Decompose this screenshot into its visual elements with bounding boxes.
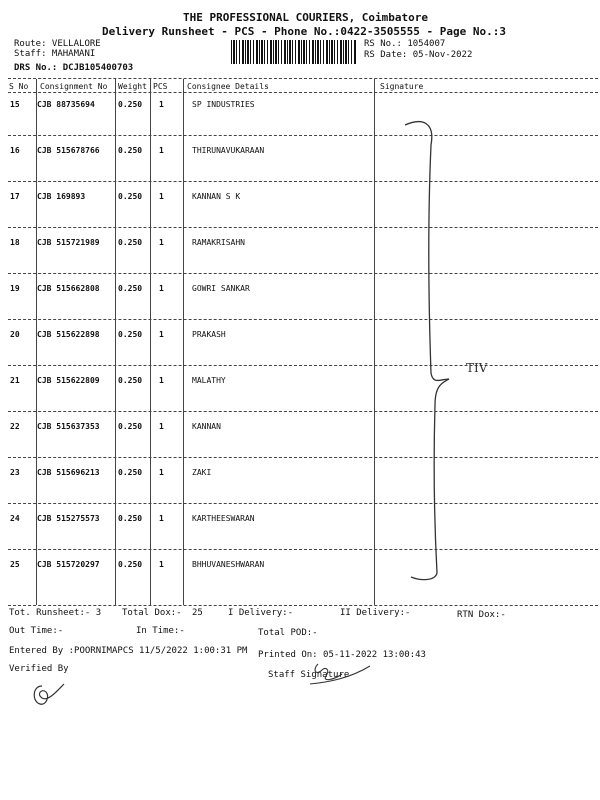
row-sno: 21 xyxy=(10,376,20,385)
row-consignment-no: CJB 88735694 xyxy=(37,100,95,109)
row-weight: 0.250 xyxy=(118,284,143,293)
row-sno: 24 xyxy=(10,514,20,523)
signature-mark: TIV xyxy=(466,361,488,375)
rs-date: RS Date: 05-Nov-2022 xyxy=(364,50,473,60)
table-top-rule xyxy=(8,78,598,79)
i-delivery: I Delivery:- xyxy=(228,608,294,618)
total-dox-value: 25 xyxy=(192,608,203,618)
row-pcs: 1 xyxy=(159,468,164,477)
col-divider xyxy=(374,79,375,605)
col-divider xyxy=(36,79,37,605)
row-weight: 0.250 xyxy=(118,376,143,385)
row-consignee: SP INDUSTRIES xyxy=(192,100,255,109)
row-consignee: KANNAN xyxy=(192,422,221,431)
row-consignment-no: CJB 169893 xyxy=(37,192,86,201)
tot-runsheet: Tot. Runsheet:- 3 xyxy=(9,608,102,618)
row-consignee: MALATHY xyxy=(192,376,226,385)
staff-signature-scribble-icon xyxy=(300,660,390,690)
row-weight: 0.250 xyxy=(118,468,143,477)
row-pcs: 1 xyxy=(159,376,164,385)
row-pcs: 1 xyxy=(159,514,164,523)
row-consignment-no: CJB 515720297 xyxy=(37,560,100,569)
verified-by: Verified By xyxy=(9,664,69,674)
col-pcs: PCS xyxy=(153,82,168,91)
row-pcs: 1 xyxy=(159,192,164,201)
row-pcs: 1 xyxy=(159,146,164,155)
row-sno: 20 xyxy=(10,330,20,339)
row-sno: 18 xyxy=(10,238,20,247)
col-weight: Weight xyxy=(118,82,147,91)
row-consignee: PRAKASH xyxy=(192,330,226,339)
total-dox-label: Total Dox:- xyxy=(122,608,182,618)
row-sno: 19 xyxy=(10,284,20,293)
entered-by: Entered By :POORNIMAPCS 11/5/2022 1:00:31 PM xyxy=(9,646,248,656)
row-sno: 16 xyxy=(10,146,20,155)
row-consignee: RAMAKRISAHN xyxy=(192,238,245,247)
col-divider xyxy=(183,79,184,605)
row-weight: 0.250 xyxy=(118,422,143,431)
rs-number: RS No.: 1054007 xyxy=(364,39,446,49)
runsheet-subtitle: Delivery Runsheet - PCS - Phone No.:0422-3505555 - Page No.:3 xyxy=(102,25,506,38)
table-header-rule xyxy=(8,92,598,93)
row-sno: 17 xyxy=(10,192,20,201)
row-pcs: 1 xyxy=(159,100,164,109)
row-consignee: KARTHEESWARAN xyxy=(192,514,255,523)
barcode xyxy=(231,40,357,64)
row-weight: 0.250 xyxy=(118,330,143,339)
row-weight: 0.250 xyxy=(118,560,143,569)
col-divider xyxy=(115,79,116,605)
row-weight: 0.250 xyxy=(118,192,143,201)
col-divider xyxy=(150,79,151,605)
row-sno: 25 xyxy=(10,560,20,569)
row-pcs: 1 xyxy=(159,284,164,293)
total-pod: Total POD:- xyxy=(258,628,318,638)
signature-bracket-icon xyxy=(395,115,525,590)
printed-on: Printed On: 05-11-2022 13:00:43 xyxy=(258,650,426,660)
row-weight: 0.250 xyxy=(118,100,143,109)
staff-signature: Staff Signature xyxy=(268,670,350,680)
row-sno: 15 xyxy=(10,100,20,109)
row-consignee: THIRUNAVUKARAAN xyxy=(192,146,265,155)
row-pcs: 1 xyxy=(159,330,164,339)
rtn-dox: RTN Dox:- xyxy=(457,610,506,620)
ii-delivery: II Delivery:- xyxy=(340,608,411,618)
row-weight: 0.250 xyxy=(118,514,143,523)
col-consignment: Consignment No xyxy=(40,82,108,91)
row-consignee: GOWRI SANKAR xyxy=(192,284,250,293)
col-consignee: Consignee Details xyxy=(187,82,269,91)
row-consignee: BHHUVANESHWARAN xyxy=(192,560,265,569)
row-weight: 0.250 xyxy=(118,238,143,247)
row-pcs: 1 xyxy=(159,238,164,247)
row-consignee: KANNAN S K xyxy=(192,192,241,201)
in-time: In Time:- xyxy=(136,626,185,636)
footer-rule xyxy=(8,605,598,606)
row-consignment-no: CJB 515622898 xyxy=(37,330,100,339)
row-weight: 0.250 xyxy=(118,146,143,155)
route: Route: VELLALORE xyxy=(14,39,101,49)
row-consignment-no: CJB 515721989 xyxy=(37,238,100,247)
drs-number: DRS No.: DCJB105400703 xyxy=(14,63,134,73)
row-consignment-no: CJB 515678766 xyxy=(37,146,100,155)
company-title: THE PROFESSIONAL COURIERS, Coimbatore xyxy=(183,11,429,24)
row-consignment-no: CJB 515637353 xyxy=(37,422,100,431)
verified-signature-icon xyxy=(28,680,68,710)
col-signature: Signature xyxy=(380,82,424,91)
row-consignee: ZAKI xyxy=(192,468,212,477)
row-consignment-no: CJB 515275573 xyxy=(37,514,100,523)
staff: Staff: MAHAMANI xyxy=(14,49,96,59)
row-consignment-no: CJB 515622809 xyxy=(37,376,100,385)
row-sno: 23 xyxy=(10,468,20,477)
row-sno: 22 xyxy=(10,422,20,431)
row-consignment-no: CJB 515696213 xyxy=(37,468,100,477)
row-pcs: 1 xyxy=(159,560,164,569)
row-consignment-no: CJB 515662808 xyxy=(37,284,100,293)
row-pcs: 1 xyxy=(159,422,164,431)
col-sno: S No xyxy=(9,82,29,91)
out-time: Out Time:- xyxy=(9,626,64,636)
